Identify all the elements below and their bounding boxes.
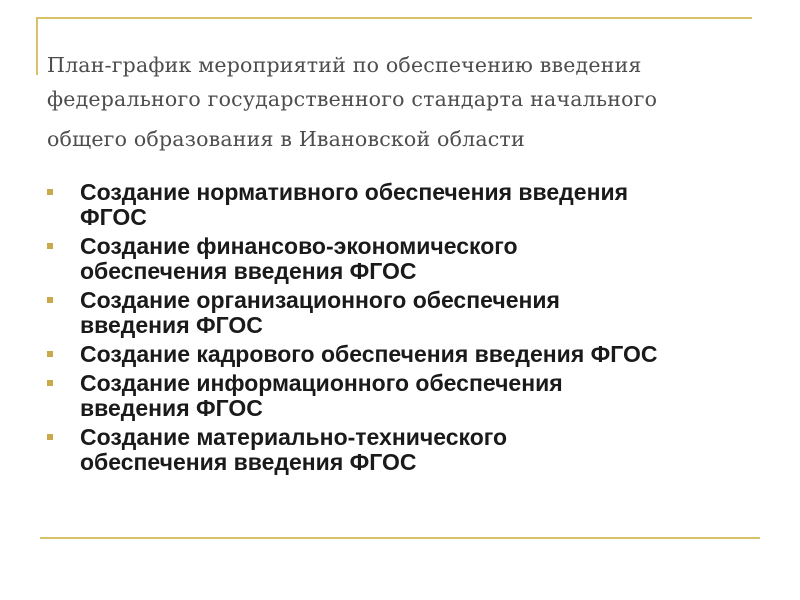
bullet-text-line-2: ФГОС [80,204,147,230]
bullet-text-line-1: Создание финансово-экономического [80,233,518,259]
bullet-text-line-1: Создание организационного обеспечения [80,287,560,313]
bullet-text-line-2: введения ФГОС [80,312,263,338]
bullet-text-line-1: Создание нормативного обеспечения введения [80,179,629,205]
bullet-item [45,180,765,230]
bottom-rule [40,537,760,539]
bullet-text-line-1: Создание информационного обеспечения [80,370,563,396]
bullet-text-line-2: обеспечения введения ФГОС [80,258,417,284]
title-line-1: План-график мероприятий по обеспечению введения [47,53,642,77]
bullet-item [45,288,765,338]
bullet-text-line-2: обеспечения введения ФГОС [80,449,417,475]
square-bullet-icon [47,351,53,357]
title-line-3: общего образования в Ивановской области [47,127,525,151]
bullet-item [45,342,765,367]
square-bullet-icon [47,243,53,249]
bullet-list [45,180,765,479]
bullet-item [45,234,765,284]
left-rule [36,17,38,75]
square-bullet-icon [47,189,53,195]
slide-title [47,48,747,156]
bullet-text-line-1: Создание материально-технического [80,424,508,450]
bullet-item [45,425,765,475]
bullet-item [45,371,765,421]
square-bullet-icon [47,434,53,440]
square-bullet-icon [47,380,53,386]
square-bullet-icon [47,297,53,303]
bullet-text-line-2: введения ФГОС [80,395,263,421]
title-line-2: федерального государственного стандарта начального [47,87,658,111]
top-rule [36,17,752,19]
bullet-text-line-1: Создание кадрового обеспечения введения ФГОС [80,341,658,367]
